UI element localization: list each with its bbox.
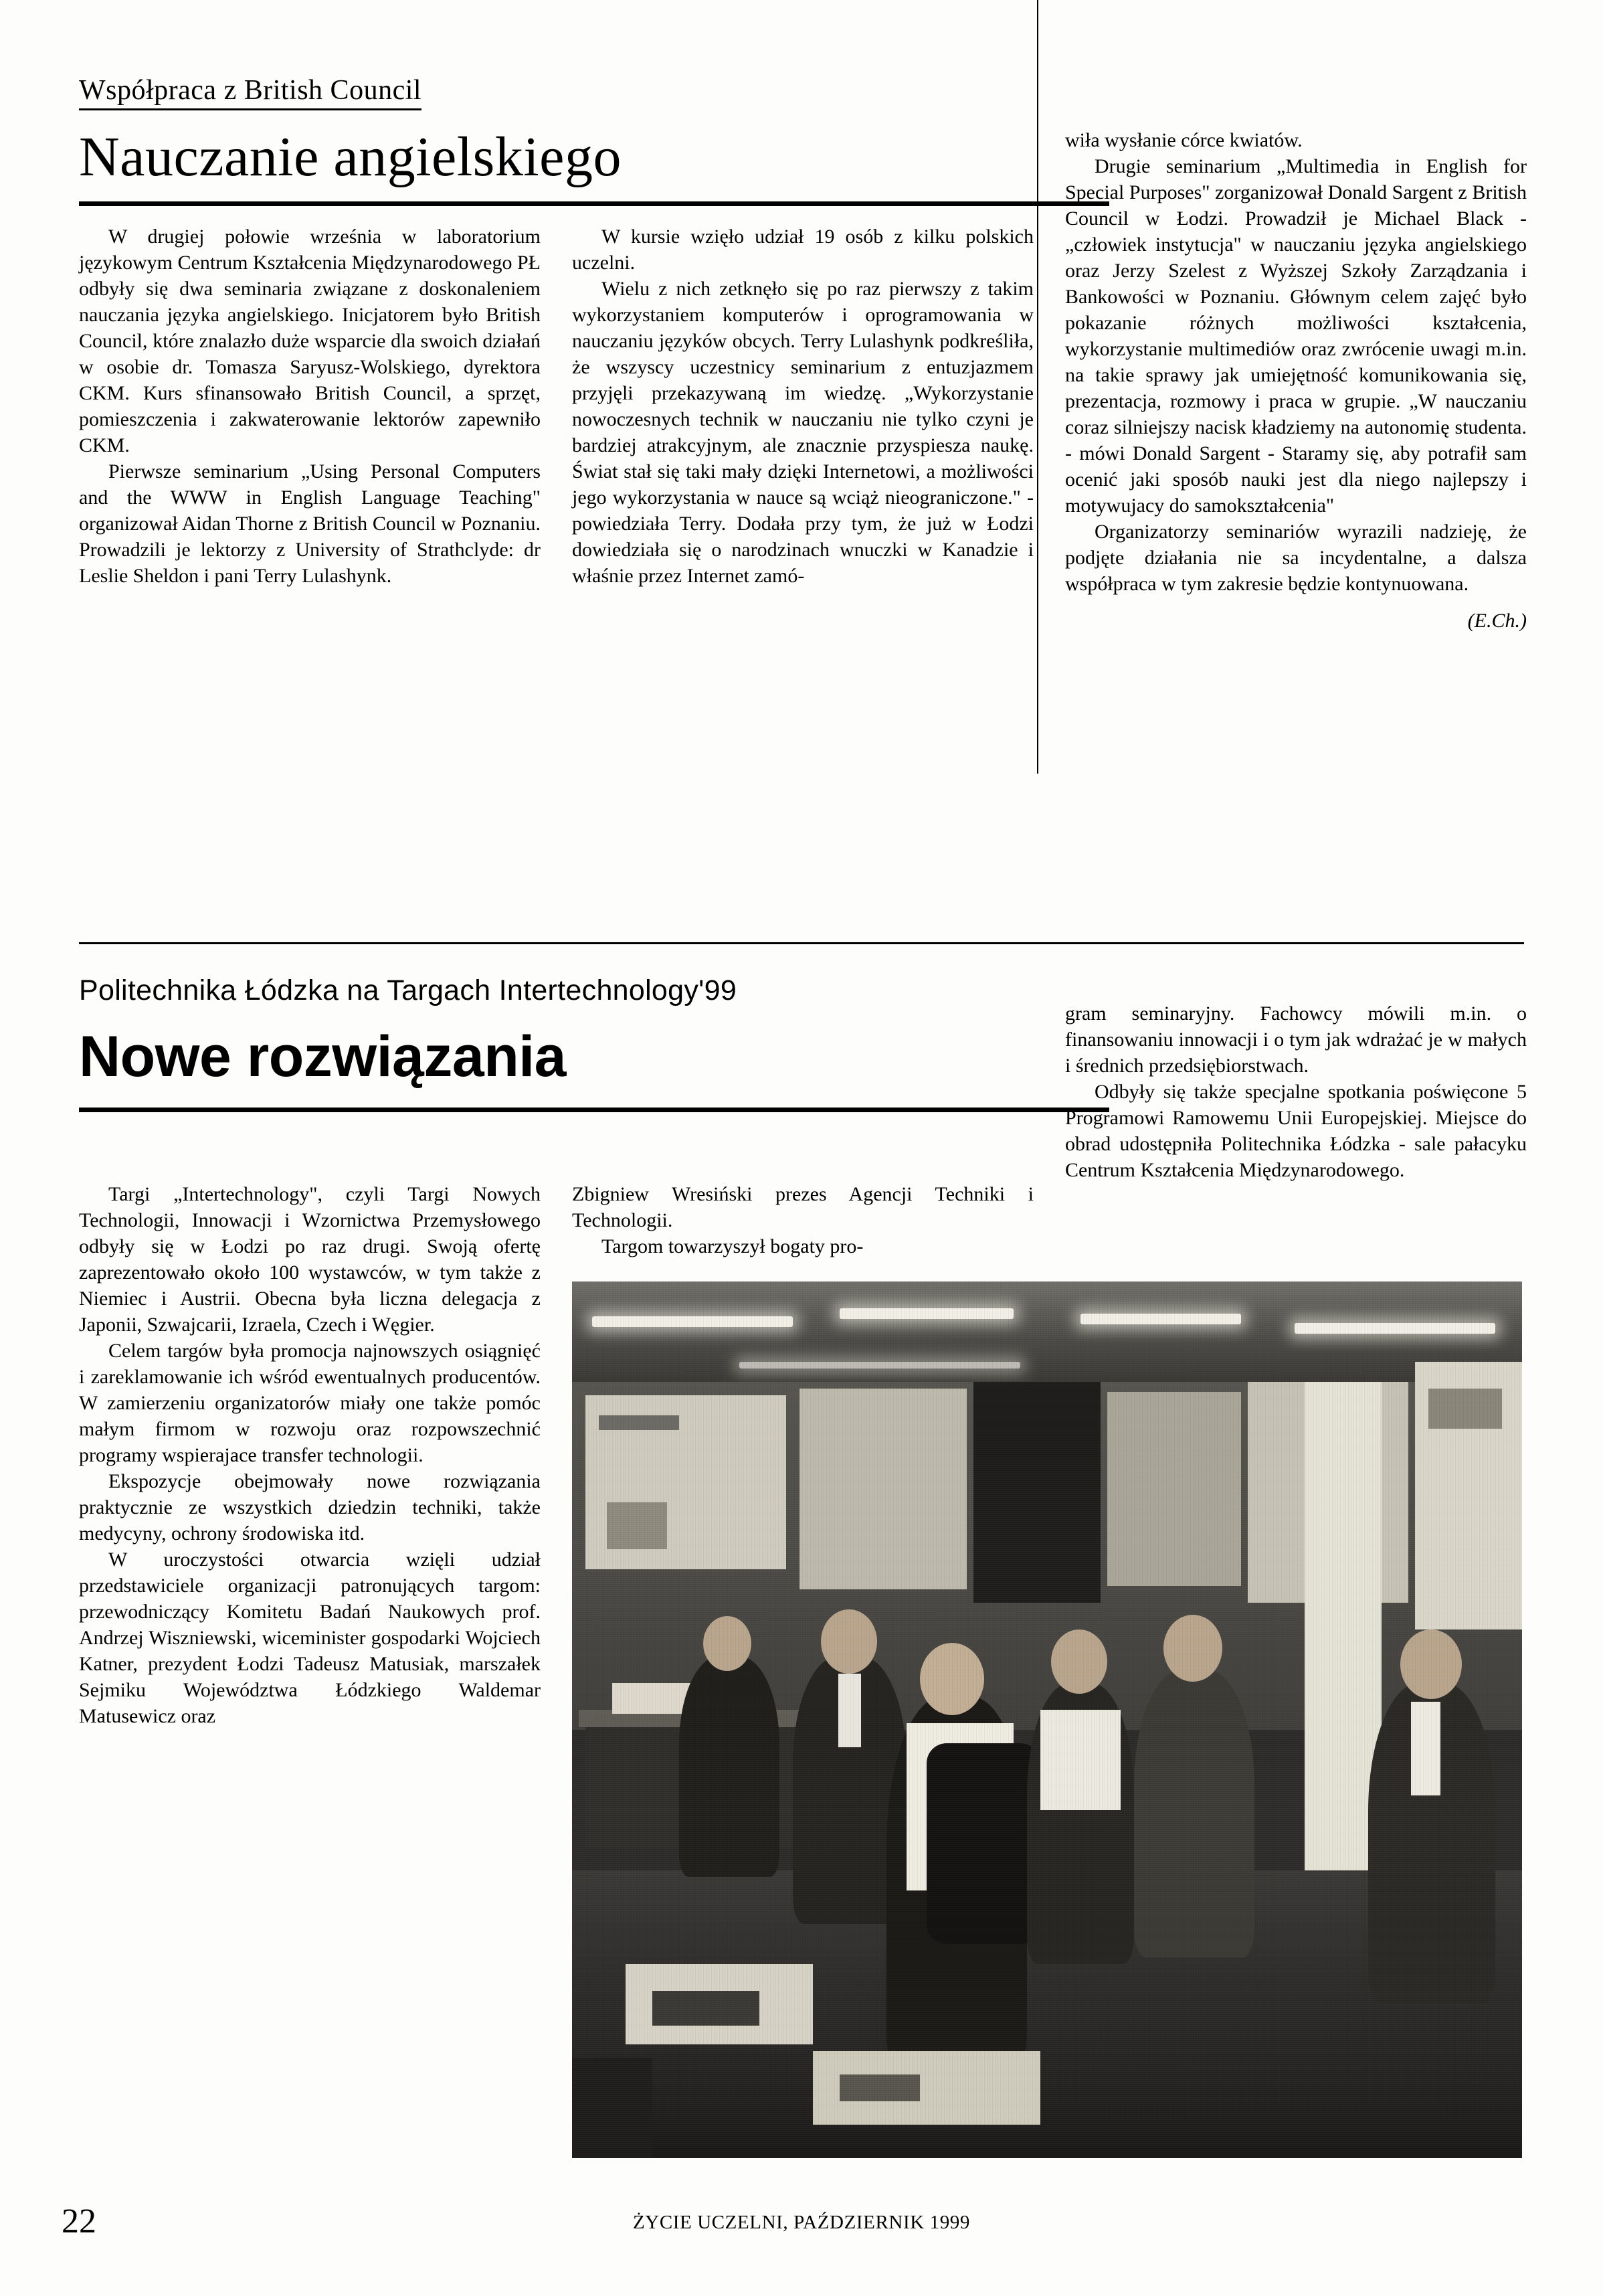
article-one-signature: (E.Ch.)	[1467, 610, 1527, 632]
article-one-column-1	[79, 224, 541, 589]
article-one-kicker: Współpraca z British Council	[79, 75, 421, 110]
photo-person-head	[920, 1643, 984, 1715]
article-nauczanie-angielskiego	[79, 75, 1527, 632]
photo-paper	[612, 1683, 692, 1714]
photo-person-head	[821, 1609, 877, 1674]
paragraph: gram seminaryjny. Fachowcy mówili m.in. o finansowaniu innowacji i o tym jak wdrażać je w małych i średnich przedsiębiorstwach.	[1065, 1002, 1527, 1077]
article-separator-rule	[79, 942, 1524, 944]
photo-person-head	[1400, 1629, 1462, 1699]
article-two-rule	[79, 1108, 1109, 1112]
paragraph: W uroczystości otwarcia wzięli udział przedstawiciele organizacji patronujących targom: przewodniczący Komitetu Badań Naukowych prof. Andrzej Wiszniewski, wiceminister gospodarki Wojciech Katner, prezydent Łodzi Tadeusz Matusiak, marszałek Sejmiku Województwa Łódzkiego Waldemar Matusewicz oraz	[79, 1549, 541, 1727]
photo-booth-sign	[1428, 1389, 1502, 1429]
photo-person	[1134, 1670, 1254, 1957]
photo-person-head	[703, 1616, 751, 1671]
photo-person-shirt	[838, 1674, 861, 1747]
paragraph: Targom towarzyszył bogaty pro-	[601, 1235, 864, 1257]
photo-person-head	[1051, 1629, 1107, 1694]
article-two-column-3	[1065, 1000, 1527, 1183]
page-number: 22	[62, 2202, 96, 2240]
article-two-headline: Nowe rozwiązania	[79, 1025, 566, 1089]
paragraph: Zbigniew Wresiński prezes Agencji Techniki i Technologii.	[572, 1183, 1034, 1231]
photo-booth-sign	[599, 1415, 679, 1430]
photo-ceiling-light	[840, 1308, 1014, 1319]
paragraph: Celem targów była promocja najnowszych osiągnięć i zareklamowanie ich wśród ewentualnych producentów. W zamierzeniu organizatorów miały one także pomóc małym firmom w rozwoju oraz rozpowszechnić programy wspierajace transfer technologii.	[79, 1340, 541, 1466]
photo-backpack	[927, 1743, 1040, 1944]
photo-booth-panel	[799, 1389, 967, 1589]
article-one-column-2	[572, 224, 1034, 589]
photo-booth-panel	[1107, 1392, 1241, 1586]
photo-booth-dark	[973, 1382, 1101, 1603]
photo-person	[679, 1656, 779, 1877]
paragraph: Targi „Intertechnology", czyli Targi Nowych Technologii, Innowacji i Wzornictwa Przemysłowego odbyły się w Łodzi po raz drugi. Swoją ofertę zaprezentowało około 100 wystawców, w tym także z Niemiec i Austrii. Obecna była liczna delegacja z Japonii, Szwajcarii, Izraela, Czech i Węgier.	[79, 1183, 541, 1336]
photo-booth-graphic	[607, 1502, 667, 1549]
photo-person-shirt	[1040, 1710, 1121, 1810]
paragraph: W kursie wzięło udział 19 osób z kilku polskich uczelni.	[572, 226, 1034, 274]
photo-foreground-dark	[572, 2058, 652, 2158]
column-divider-rule	[1037, 0, 1038, 774]
article-one-headline: Nauczanie angielskiego	[79, 126, 622, 188]
paragraph: wiła wysłanie córce kwiatów.	[1065, 129, 1303, 151]
article-nowe-rozwiazania	[79, 974, 1527, 1727]
photo-person-head	[1163, 1615, 1222, 1682]
photo-ceiling-light	[739, 1362, 1020, 1368]
photo-ceiling-light	[1295, 1323, 1495, 1334]
photo-ceiling-light	[592, 1316, 793, 1327]
photo-equipment-label	[840, 2074, 920, 2101]
photo-ceiling-light	[1080, 1314, 1241, 1324]
footer-publication-line: ŻYCIE UCZELNI, PAŹDZIERNIK 1999	[632, 2212, 971, 2233]
paragraph: W drugiej połowie września w laboratorium językowym Centrum Kształcenia Międzynarodowego PŁ odbyły się dwa seminaria związane z doskonaleniem nauczania języka angielskiego. Inicjatorem było British Council, które znalazło duże wsparcie dla swoich działań w osobie dr. Tomasza Saryusz-Wolskiego, dyrektora CKM. Kurs sfinansowało British Council, a sprzęt, pomieszczenia i zakwaterowanie lektorów zapewniło CKM.	[79, 226, 541, 456]
paragraph: Ekspozycje obejmowały nowe rozwiązania praktycznie ze wszystkich dziedzin techniki, także medycyny, ochrony środowiska itd.	[79, 1470, 541, 1544]
article-one-column-3	[1065, 127, 1527, 634]
paragraph: Odbyły się także specjalne spotkania poświęcone 5 Programowi Ramowemu Unii Europejskiej. Miejsce do obrad udostępniła Politechnika Łódzka - sale pałacyku Centrum Kształcenia Międzynarodowego.	[1065, 1081, 1527, 1181]
paragraph: Drugie seminarium „Multimedia in English for Special Purposes" zorganizował Donald Sargent z British Council w Łodzi. Prowadził je Michael Black - „człowiek instytucja" w nauczaniu języka angielskiego oraz Jerzy Szelest z Wyższej Szkoły Zarządzania i Bankowości w Poznaniu. Głównym celem zajęć było pokazanie różnych możliwości kształcenia, wykorzystanie multimediów oraz zwrócenie uwagi m.in. na takie sprawy jak umiejętność komunikowania się, prezentacja, rozmowy i praca w grupie. „W nauczaniu coraz silniejszy nacisk kładziemy na autonomię studenta. - mówi Donald Sargent - Staramy się, aby potrafił sam ocenić jaki sposób nauki jest dla niego najlepszy i motywujacy do samokształcenia"	[1065, 155, 1527, 517]
article-two-column-2	[572, 1181, 1034, 1259]
trade-fair-photo	[572, 1282, 1522, 2158]
paragraph: Wielu z nich zetknęło się po raz pierwszy z takim wykorzystaniem komputerów i oprogramowania w nauczaniu języków obcych. Terry Lulashynk podkreśliła, że wszyscy uczestnicy seminarium z entuzjazmem przyjęli przekazywaną im wiedzę. „Wykorzystanie nowoczesnych technik w nauczaniu nie tylko czyni je bardziej atrakcyjnym, ale znacznie przyspiesza naukę. Świat stał się taki mały dzięki Internetowi, a możliwości jego wykorzystania w nauce są wciąż nieograniczone." - powiedziała Terry. Dodała przy tym, że już w Łodzi dowiedziała się o narodzinach wnuczki w Kanadzie i właśnie przez Internet zamó-	[572, 278, 1034, 587]
article-two-kicker: Politechnika Łódzka na Targach Intertechnology'99	[79, 974, 737, 1006]
paragraph: Pierwsze seminarium „Using Personal Computers and the WWW in English Language Teaching" organizował Aidan Thorne z British Council w Poznaniu. Prowadzili je lektorzy z University of Strathclyde: dr Leslie Sheldon i pani Terry Lulashynk.	[79, 460, 541, 587]
article-one-rule	[79, 201, 1109, 206]
photo-person-shirt	[1411, 1702, 1440, 1795]
article-two-column-1	[79, 1181, 541, 1729]
paragraph: Organizatorzy seminariów wyrazili nadzieję, że podjęte działania nie sa incydentalne, a dalsza współpraca w tym zakresie będzie kontynuowana.	[1065, 521, 1527, 595]
photo-equipment-screen	[652, 1991, 759, 2026]
